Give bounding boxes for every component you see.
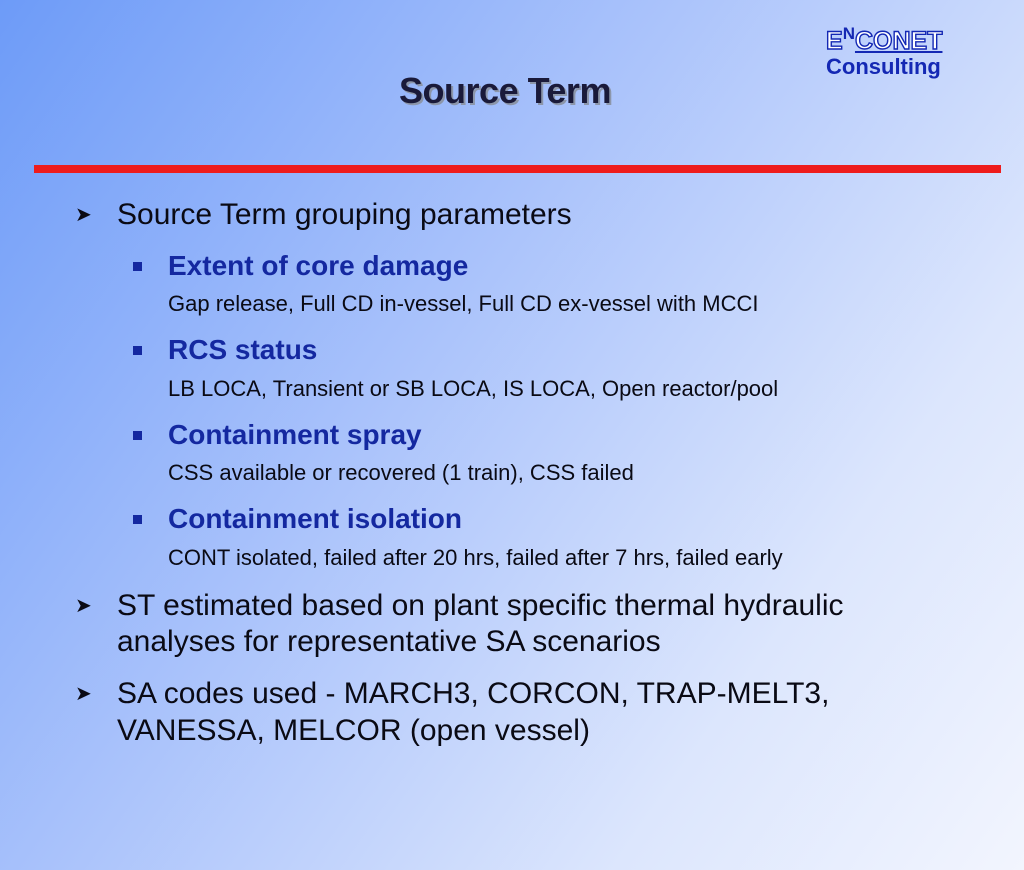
sub-heading: Extent of core damage <box>168 250 469 281</box>
arrow-bullet-icon: ➤ <box>75 204 92 226</box>
sub-heading: Containment spray <box>168 419 422 450</box>
bullet-text-line2: analyses for representative SA scenarios <box>117 625 661 658</box>
sub-detail: CSS available or recovered (1 train), CSS failed <box>168 460 634 485</box>
logo-letter-n: N <box>842 24 855 43</box>
title-divider <box>34 165 1001 173</box>
bullet-text-line2: VANESSA, MELCOR (open vessel) <box>117 714 590 747</box>
sub-detail: LB LOCA, Transient or SB LOCA, IS LOCA, Open reactor/pool <box>168 376 779 401</box>
logo-letter-e: E <box>826 27 843 55</box>
slide-title: Source Term <box>399 70 611 111</box>
square-bullet-icon <box>133 262 142 271</box>
sub-detail: Gap release, Full CD in-vessel, Full CD ex-vessel with MCCI <box>168 291 759 316</box>
sub-detail: CONT isolated, failed after 20 hrs, failed after 7 hrs, failed early <box>168 545 783 570</box>
logo-consulting: Consulting <box>826 54 941 79</box>
logo-conet: CONET <box>854 27 943 55</box>
bullet-text-line1: SA codes used - MARCH3, CORCON, TRAP-MELT3, <box>117 677 830 710</box>
bullet-text: Source Term grouping parameters <box>117 198 572 231</box>
sub-heading: Containment isolation <box>168 503 462 534</box>
square-bullet-icon <box>133 346 142 355</box>
square-bullet-icon <box>133 515 142 524</box>
arrow-bullet-icon: ➤ <box>75 683 92 705</box>
sub-heading: RCS status <box>168 334 318 365</box>
bullet-text-line1: ST estimated based on plant specific thermal hydraulic <box>117 589 844 622</box>
logo-wordmark <box>826 24 986 54</box>
square-bullet-icon <box>133 431 142 440</box>
arrow-bullet-icon: ➤ <box>75 595 92 617</box>
